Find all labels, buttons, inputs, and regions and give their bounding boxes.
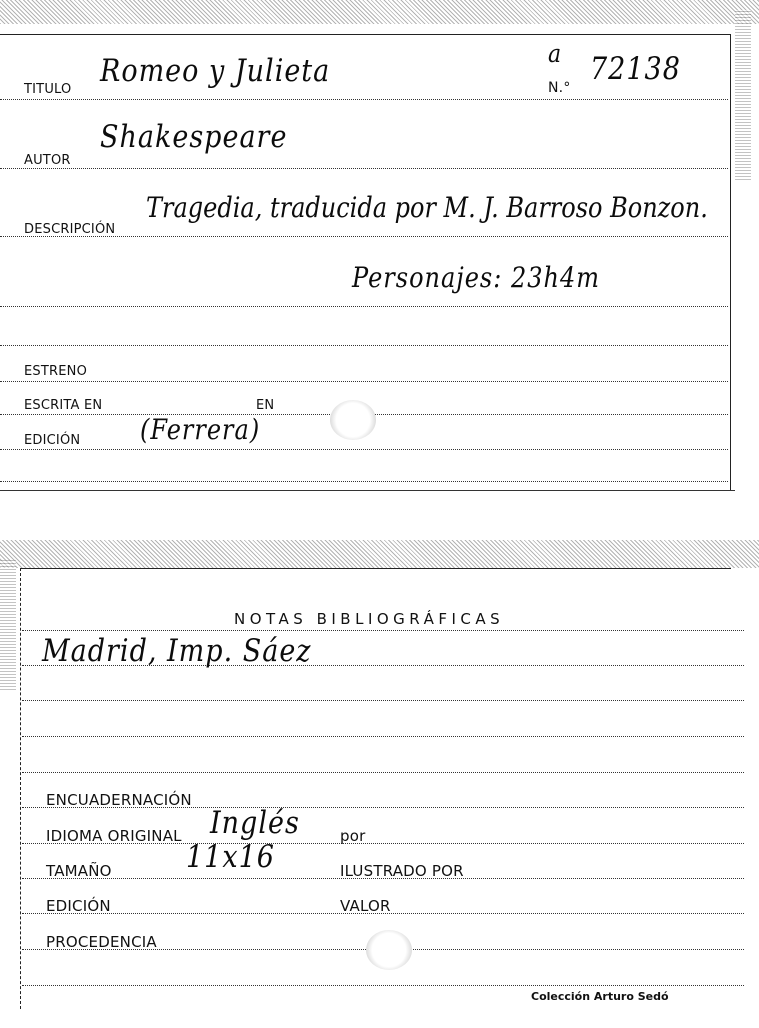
catalog-card-front <box>0 0 759 495</box>
rule-line <box>22 772 744 773</box>
titulo-label: TITULO <box>24 82 72 97</box>
tamano-value: 11x16 <box>186 839 275 875</box>
rule-line <box>0 99 728 100</box>
estreno-label: ESTRENO <box>24 364 88 379</box>
numero-prefix: a <box>548 40 563 69</box>
rule-line <box>22 985 744 986</box>
card-bottom-edge <box>0 490 735 491</box>
catalog-card-back <box>0 540 759 1028</box>
encuadernacion-label: ENCUADERNACIÓN <box>46 791 192 809</box>
descripcion-value-2: Personajes: 23h4m <box>352 261 600 294</box>
descripcion-label: DESCRIPCIÓN <box>24 222 116 237</box>
procedencia-label: PROCEDENCIA <box>46 933 157 951</box>
punch-hole-mark <box>366 930 412 970</box>
notas-value: Madrid, Imp. Sáez <box>42 633 312 669</box>
en-label: EN <box>256 398 275 413</box>
scan-noise-top <box>0 540 759 568</box>
rule-line <box>0 481 728 482</box>
scan-noise-left <box>0 560 16 690</box>
idioma-value: Inglés <box>210 805 300 841</box>
numero-value: 72138 <box>590 51 681 87</box>
scan-noise-right <box>735 10 751 180</box>
notas-heading: NOTAS BIBLIOGRÁFICAS <box>234 610 505 628</box>
rule-line <box>0 345 728 346</box>
autor-label: AUTOR <box>24 153 71 168</box>
valor-label: VALOR <box>340 897 391 915</box>
rule-line <box>0 449 728 450</box>
collection-footer: Colección Arturo Sedó <box>531 990 669 1003</box>
edicion-value: (Ferrera) <box>140 413 261 446</box>
descripcion-value: Tragedia, traducida por M. J. Barroso Bonzon. <box>146 191 708 224</box>
tamano-label: TAMAÑO <box>46 862 112 880</box>
rule-line <box>22 700 744 701</box>
rule-line <box>0 168 728 169</box>
edicion-label: EDICIÓN <box>24 433 81 448</box>
ilustrado-label: ILUSTRADO POR <box>340 862 464 880</box>
escrita-en-label: ESCRITA EN <box>24 398 103 413</box>
rule-line <box>0 381 728 382</box>
titulo-value: Romeo y Julieta <box>100 53 331 89</box>
por-label: por <box>340 827 366 845</box>
idioma-label: IDIOMA ORIGINAL <box>46 827 182 845</box>
autor-value: Shakespeare <box>100 119 288 155</box>
rule-line <box>0 306 728 307</box>
numero-label: N.° <box>548 80 571 96</box>
rule-line <box>22 630 744 631</box>
rule-line <box>22 736 744 737</box>
punch-hole-mark <box>330 400 376 440</box>
edicion-label: EDICIÓN <box>46 897 111 915</box>
scan-noise-top <box>0 0 759 24</box>
